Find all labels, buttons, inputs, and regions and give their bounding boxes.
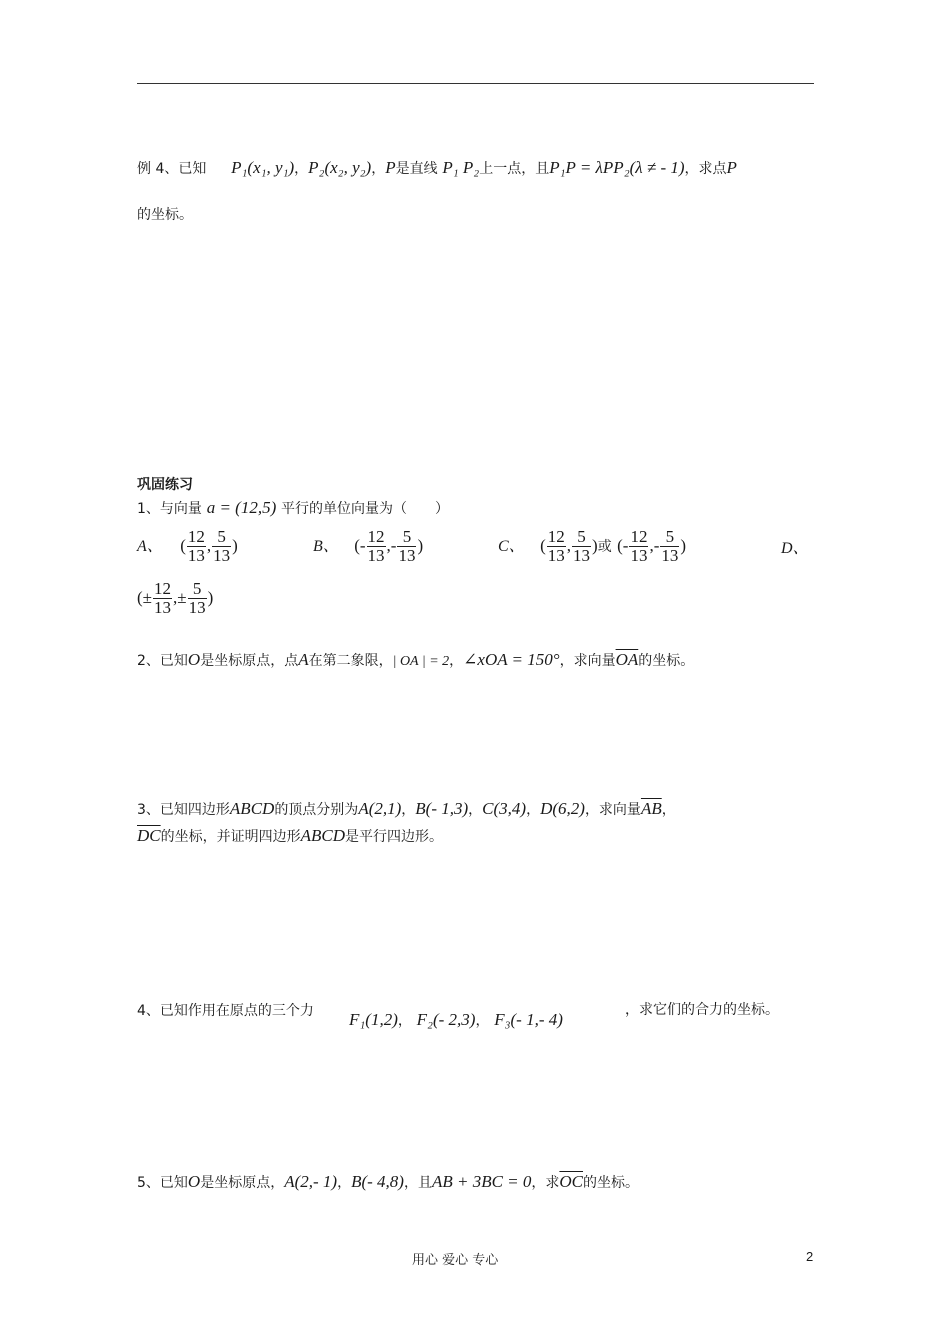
text: ，求向量 <box>559 653 616 669</box>
vector-oa: $\overline{OA}$ <box>615 650 639 669</box>
point-p: P <box>726 158 737 177</box>
option-label: B、 <box>313 538 339 555</box>
question-1 <box>137 498 449 519</box>
vertex-b: B(- 1,3) <box>415 799 469 818</box>
option-label: A、 <box>137 538 163 555</box>
option-label: C、 <box>498 538 525 555</box>
fraction <box>572 528 591 565</box>
page-number: 2 <box>806 1249 814 1264</box>
denominator: 13 <box>547 546 565 565</box>
question-2 <box>137 650 694 672</box>
denominator: 13 <box>398 546 416 565</box>
footer-motto: 用心 爱心 专心 <box>412 1253 499 1268</box>
denominator: 13 <box>661 546 679 565</box>
minus-sign: - <box>359 536 366 555</box>
text: 4、已知作用在原点的三个力 <box>137 1003 314 1019</box>
question-4-forces <box>349 1010 563 1031</box>
text: 是坐标原点，点 <box>200 653 299 669</box>
text: 的坐标。 <box>583 1175 640 1191</box>
point-b: B(- 4,8) <box>351 1172 404 1191</box>
option-d-label <box>781 538 809 559</box>
numerator: 12 <box>367 527 385 546</box>
numerator: 12 <box>154 579 172 598</box>
numerator: 5 <box>192 579 202 598</box>
quadrilateral-abcd: ABCD <box>229 799 275 818</box>
separator: ， <box>661 802 676 818</box>
denominator: 13 <box>188 598 206 617</box>
text: 在第二象限， <box>308 653 393 669</box>
separator: ， <box>371 161 386 177</box>
example-4 <box>137 158 737 179</box>
denominator: 13 <box>154 598 172 617</box>
text: 2、已知 <box>137 653 188 669</box>
or-text: 或 <box>597 539 612 555</box>
numerator: 5 <box>217 527 226 546</box>
text: 是直线 <box>395 161 438 177</box>
text: 的坐标，并证明四边形 <box>160 829 301 845</box>
numerator: 12 <box>187 527 205 546</box>
separator: ， <box>475 1013 490 1029</box>
text: 3、已知四边形 <box>137 802 230 818</box>
force-f2: F₂(- 2,3) <box>416 1010 476 1029</box>
separator: ， <box>397 1013 412 1029</box>
denominator: 13 <box>367 546 385 565</box>
numerator: 5 <box>665 527 675 546</box>
denominator: 13 <box>573 546 591 565</box>
text: 的坐标。 <box>638 653 695 669</box>
option-d: (± $\frac{12}{13}$ ,± $\frac{5}{13}$ ) <box>137 579 214 617</box>
text: ，且 <box>403 1175 432 1191</box>
section-title: 巩固练习 <box>137 477 193 493</box>
denominator: 13 <box>187 546 205 565</box>
origin-o: O <box>187 1172 201 1191</box>
origin-o: O <box>187 650 201 669</box>
header-rule <box>137 83 814 84</box>
text: ，求点 <box>684 161 727 177</box>
line-p1p2: P₁ P₂ <box>442 158 480 177</box>
vertex-c: C(3,4) <box>482 799 527 818</box>
vector-equation: AB + 3BC = 0 <box>431 1172 532 1191</box>
separator: ， <box>337 1175 352 1191</box>
option-label: D、 <box>781 540 809 557</box>
question-4 <box>137 1000 314 1021</box>
minus-sign: - <box>622 536 629 555</box>
text: 5、已知 <box>137 1175 188 1191</box>
quadrilateral-abcd: ABCD <box>300 826 346 845</box>
question-5 <box>137 1172 639 1193</box>
text: 上一点，且 <box>479 161 550 177</box>
fraction <box>397 528 416 565</box>
minus-sign: - <box>653 536 660 555</box>
fraction <box>660 528 679 565</box>
option-a: A、 ( $\frac{12}{13}$ , $\frac{5}{13}$ ) <box>137 527 238 565</box>
question-4-tail: ，求它们的合力的坐标。 <box>625 1002 779 1018</box>
vector-dc: $\overline{DC}$ <box>137 826 161 845</box>
vector-oc: $\overline{OC}$ <box>559 1172 584 1191</box>
fraction <box>212 528 231 565</box>
question-3 <box>137 799 676 820</box>
text: ，求 <box>531 1175 560 1191</box>
option-c: C、 ( $\frac{12}{13}$ , $\frac{5}{13}$ )或 (- $\frac{12}{13}$ ,- $\frac{5}{13}$ ) <box>498 527 687 565</box>
fraction <box>367 528 386 565</box>
plus-minus-sign: ± <box>177 588 187 607</box>
angle-xoa: ∠xOA = 150° <box>463 650 560 669</box>
denominator: 13 <box>213 546 231 565</box>
text: 的顶点分别为 <box>274 802 359 818</box>
text: 是平行四边形。 <box>345 829 444 845</box>
separator: ， <box>294 161 309 177</box>
fraction <box>153 580 172 617</box>
separator: ， <box>468 802 483 818</box>
point-p2: P₂(x₂, y₂) <box>308 158 372 177</box>
separator: ， <box>401 802 416 818</box>
force-f3: F₃(- 1,- 4) <box>494 1010 563 1029</box>
numerator: 5 <box>577 527 586 546</box>
numerator: 5 <box>402 527 412 546</box>
fraction <box>187 528 206 565</box>
plus-minus-sign: ± <box>142 588 153 607</box>
force-f1: F₁(1,2) <box>349 1010 398 1029</box>
point-a: A <box>298 650 309 669</box>
vector-ab: $\overline{AB}$ <box>640 799 662 818</box>
text: 是坐标原点， <box>200 1175 285 1191</box>
question-3-line2 <box>137 826 443 847</box>
text: 平行的单位向量为（ ） <box>281 501 450 517</box>
example-4-line2: 的坐标。 <box>137 207 193 223</box>
denominator: 13 <box>630 546 648 565</box>
text: 1、与向量 <box>137 501 202 517</box>
minus-sign: - <box>390 536 397 555</box>
option-b: B、 (- $\frac{12}{13}$ ,- $\frac{5}{13}$ ) <box>313 527 424 565</box>
point-a: A(2,- 1) <box>284 1172 338 1191</box>
magnitude-oa: | OA | = 2 <box>392 654 450 669</box>
vector-equation: P₁P = λPP₂(λ ≠ - 1) <box>549 158 685 177</box>
example-4-lead: 例 4、已知 <box>137 161 207 177</box>
fraction <box>547 528 566 565</box>
fraction <box>188 580 207 617</box>
vector-a: a = (12,5) <box>206 498 277 517</box>
numerator: 12 <box>630 527 648 546</box>
text: ， <box>449 653 464 669</box>
text: ，求向量 <box>584 802 641 818</box>
separator: ， <box>526 802 541 818</box>
vertex-d: D(6,2) <box>540 799 585 818</box>
vertex-a: A(2,1) <box>358 799 402 818</box>
point-p: P <box>385 158 396 177</box>
numerator: 12 <box>547 527 565 546</box>
point-p1: P₁(x₁, y₁) <box>231 158 295 177</box>
fraction <box>629 528 648 565</box>
